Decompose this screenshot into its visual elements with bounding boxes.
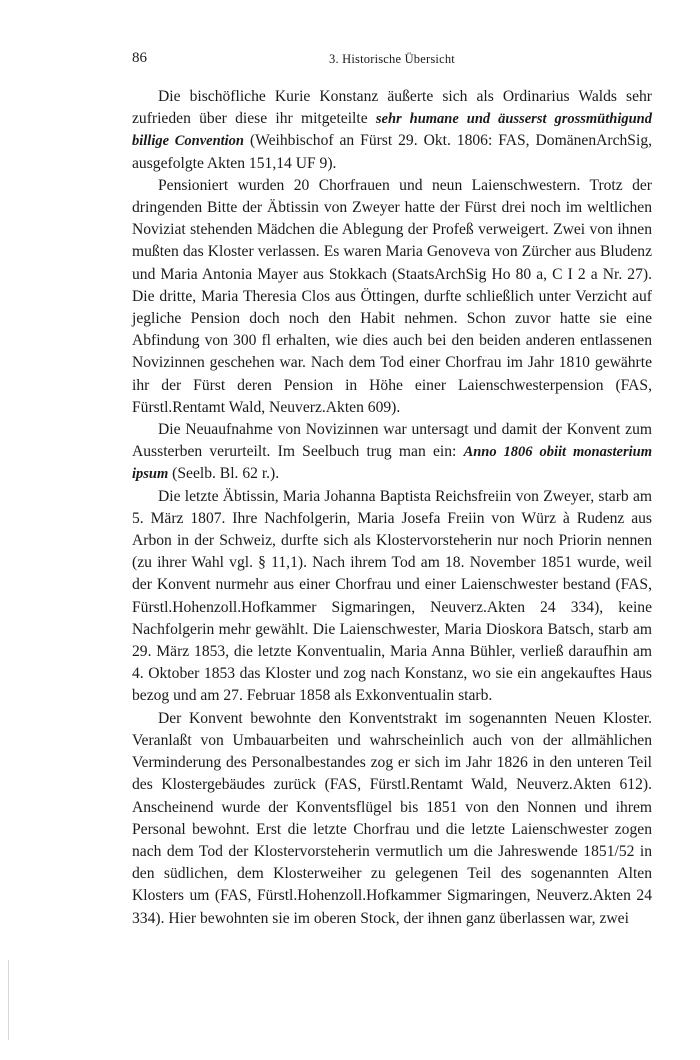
paragraph-3: [132, 419, 652, 486]
paragraph-5: [132, 708, 652, 930]
scan-edge-line: [8, 960, 9, 1040]
quoted-phrase: sehr humane und äusserst grossmüthigund billige Convention: [132, 111, 652, 150]
paragraph-1: [132, 86, 652, 175]
text-run: Die bischöfliche Kurie Konstanz äußerte sich als Ordinarius Walds sehr zufrieden über diese ihr mitgeteilte: [132, 88, 652, 128]
page-header: [132, 50, 652, 70]
running-head: 3. Historische Übersicht: [329, 52, 455, 66]
text-run: (Weihbischof an Fürst 29. Okt. 1806: FAS, DomänenArchSig, ausgefolgte Akten 151,14 UF 9).: [132, 132, 653, 172]
text-run: Die letzte Äbtissin, Maria Johanna Baptista Reichsfreiin von Zweyer, starb am 5. März 1807. Ihre Nachfolgerin, Maria Josefa Freiin von Würz à Rudenz aus Arbon in der Schweiz, durfte sich als Klostervorsteherin nur noch Priorin nennen (zu ihrer Wahl vgl. § 11,1). Nach ihrem Tod am 18. November 1851 wurde, weil der Konvent nurmehr aus einer Chorfrau und einer Laienschwester bestand (FAS, Fürstl.Hohenzoll.Hofkammer Sigmaringen, Neuverz.Akten 24 334), keine Nachfolgerin mehr gewählt. Die Laienschwester, Maria Dioskora Batsch, starb am 29. März 1853, die letzte Konventualin, Maria Anna Bühler, verließ daraufhin am 4. Oktober 1853 das Kloster und zog nach Konstanz, wo sie ein angekauftes Haus bezog und am 27. Februar 1858 als Exkonventualin starb.: [132, 487, 652, 705]
paragraph-2: [132, 175, 652, 419]
body-text: [132, 86, 652, 930]
page-number: 86: [132, 50, 147, 66]
text-run: Der Konvent bewohnte den Konventstrakt im sogenannten Neuen Kloster. Veranlaßt von Umbauarbeiten und wahrscheinlich auch von der allmählichen Verminderung des Personalbestandes zog er sich im Jahr 1826 in den unteren Teil des Klostergebäudes zurück (FAS, Fürstl.Rentamt Wald, Neuverz.Akten 612). Anscheinend wurde der Konventsflügel bis 1851 von den Nonnen und ihrem Personal bewohnt. Erst die letzte Chorfrau und die letzte Laienschwester zogen nach dem Tod der Klostervorsteherin vermutlich um die Jahreswende 1851/52 in den südlichen, dem Klosterweiher zu gelegenen Teil des sogenannten Alten Klosters um (FAS, Fürstl.Hohenzoll.Hofkammer Sigmaringen, Neuverz.Akten 24 334). Hier bewohnten sie im oberen Stock, der ihnen ganz überlassen war, zwei: [132, 709, 652, 927]
text-run: (Seelb. Bl. 62 r.).: [168, 465, 280, 483]
text-run: Pensioniert wurden 20 Chorfrauen und neun Laienschwestern. Trotz der dringenden Bitte der Äbtissin von Zweyer hatte der Fürst drei noch im weltlichen Noviziat stehenden Mädchen die Ablegung der Profeß verweigert. Zwei von ihnen mußten das Kloster verlassen. Es waren Maria Genoveva von Zürcher aus Bludenz und Maria Antonia Mayer aus Stokkach (StaatsArchSig Ho 80 a, C I 2 a Nr. 27). Die dritte, Maria Theresia Clos aus Öttingen, durfte schließlich unter Verzicht auf jegliche Pension doch noch den Habit nehmen. Schon zuvor hatte sie eine Abfindung von 300 fl erhalten, wie dies auch bei den beiden anderen entlassenen Novizinnen geschehen war. Nach dem Tod einer Chorfrau im Jahr 1810 gewährte ihr der Fürst deren Pension in Höhe einer Laienschwesterpension (FAS, Fürstl.Rentamt Wald, Neuverz.Akten 609).: [132, 176, 652, 416]
quoted-phrase: Anno 1806 obiit monasterium ipsum: [132, 444, 652, 483]
paragraph-4: [132, 486, 652, 708]
text-run: Die Neuaufnahme von Novizinnen war untersagt und damit der Konvent zum Aussterben verurteilt. Im Seelbuch trug man ein:: [132, 421, 652, 461]
